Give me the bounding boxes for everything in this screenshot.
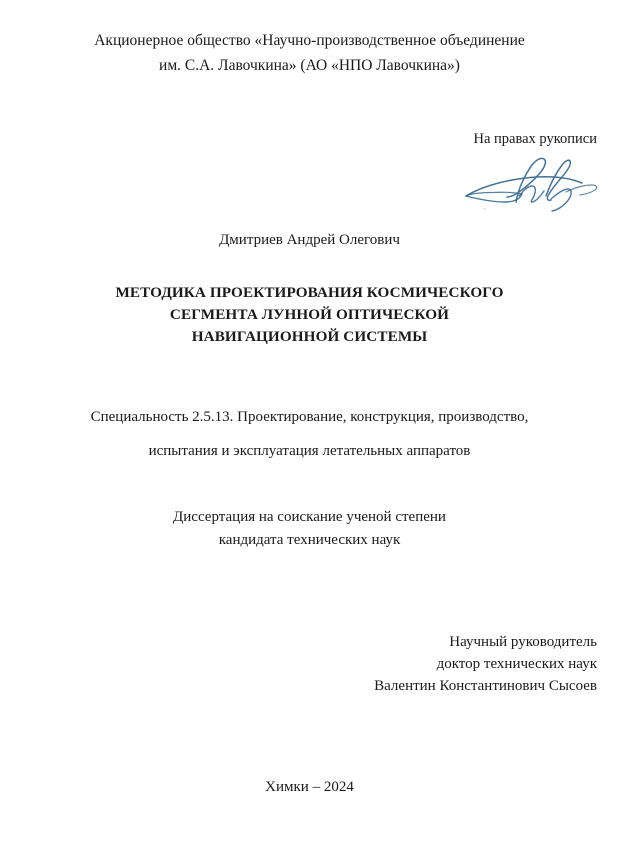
city-year-footer — [0, 776, 619, 798]
supervisor-label: Научный руководитель — [449, 634, 597, 650]
supervisor-degree: доктор технических наук — [436, 656, 597, 672]
dissertation-title — [0, 282, 619, 348]
dissertation-title-line-1: МЕТОДИКА ПРОЕКТИРОВАНИЯ КОСМИЧЕСКОГО — [115, 284, 504, 301]
supervisor-name: Валентин Константинович Сысоев — [374, 678, 597, 694]
manuscript-rights-note — [473, 129, 597, 149]
handwritten-signature-icon — [462, 152, 602, 214]
supervisor-block — [374, 631, 597, 697]
specialty-block — [0, 400, 619, 468]
organization-line-1: Акционерное общество «Научно-производственное объединение — [94, 32, 525, 49]
dissertation-title-line-2: СЕГМЕНТА ЛУННОЙ ОПТИЧЕСКОЙ — [169, 306, 450, 323]
organization-line-2: им. С.А. Лавочкина» (АО «НПО Лавочкина») — [159, 57, 460, 74]
dissertation-title-line-3: НАВИГАЦИОННОЙ СИСТЕМЫ — [191, 328, 428, 345]
degree-statement — [0, 506, 619, 552]
degree-line-2: кандидата технических наук — [218, 532, 401, 548]
degree-line-1: Диссертация на соискание ученой степени — [173, 509, 446, 525]
city-year-text: Химки – 2024 — [265, 779, 354, 795]
specialty-line-2: испытания и эксплуатация летательных аппаратов — [148, 443, 471, 459]
specialty-line-1: Специальность 2.5.13. Проектирование, конструкция, производство, — [90, 409, 529, 425]
author-name — [0, 229, 619, 251]
organization-header — [0, 28, 619, 78]
author-name-text: Дмитриев Андрей Олегович — [219, 232, 400, 248]
manuscript-rights-text: На правах рукописи — [473, 131, 597, 147]
